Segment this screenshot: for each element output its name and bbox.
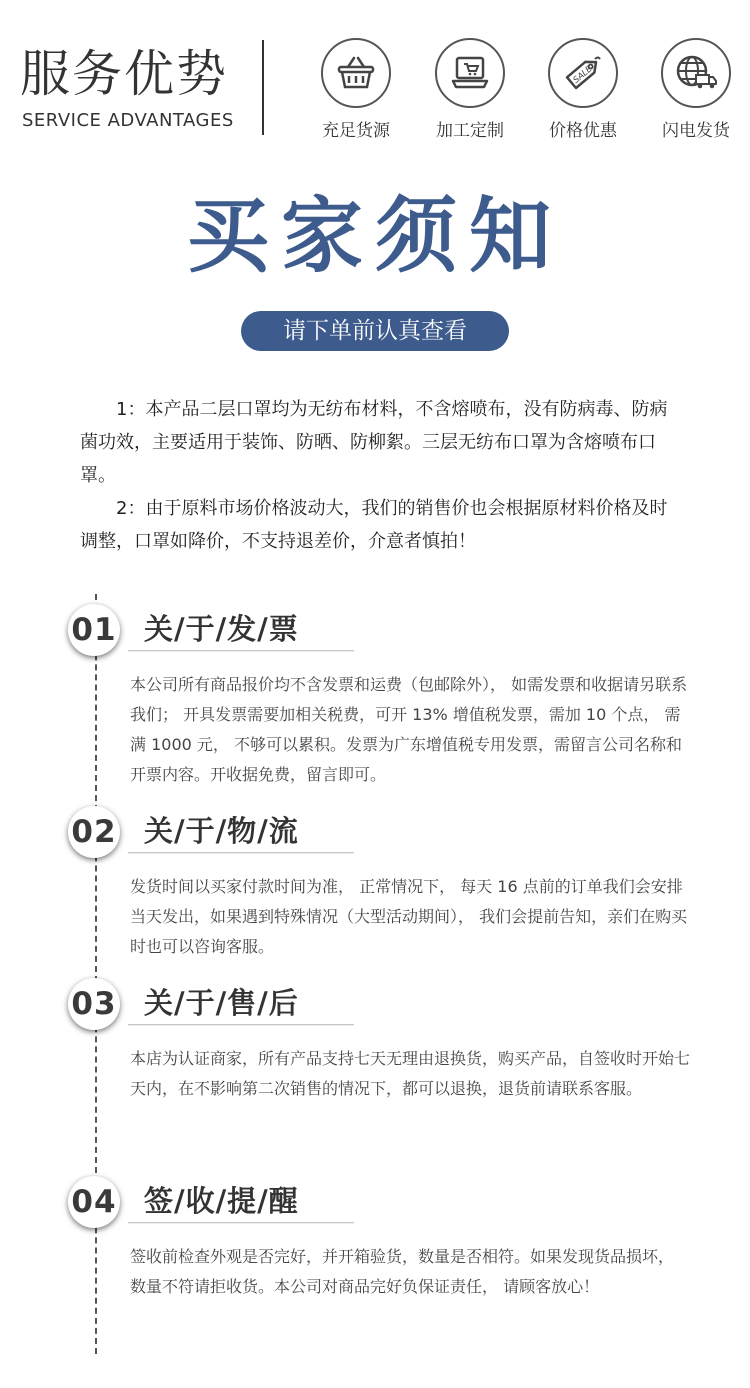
section-number: 03 [68,978,120,1030]
section-body: 本店为认证商家，所有产品支持七天无理由退换货，购买产品，自签收时开始七天内，在不影响第二次销售的情况下，都可以退换，退货前请联系客服。 [130,1049,691,1098]
feature-custom-processing [415,38,525,141]
section-title: 关/于/售/后 [144,986,299,1020]
section-number: 01 [68,604,120,656]
section-title: 关/于/发/票 [144,612,299,646]
timeline-dashed-line [95,594,97,1354]
section-body: 发货时间以买家付款时间为准， 正常情况下， 每天 16 点前的订单我们会安排当天发出，如果遇到特殊情况（大型活动期间）， 我们会提前告知，亲们在购买时也可以咨询客服。 [130,877,688,956]
section-body: 签收前检查外观是否完好，并开箱验货，数量是否相符。如果发现货品损坏， 数量不符请拒收货。本公司对商品完好负保证责任， 请顾客放心！ [130,1247,675,1296]
sale-tag-icon [548,38,618,108]
feature-label: 加工定制 [436,121,504,141]
notice-text [80,393,674,558]
service-advantages-subtitle: SERVICE ADVANTAGES [22,110,234,131]
laptop-icon [435,38,505,108]
svg-text:SALE: SALE [571,64,595,86]
globe-truck-icon [661,38,731,108]
feature-label: 价格优惠 [549,121,617,141]
feature-label: 闪电发货 [662,121,730,141]
feature-price-discount [528,38,638,141]
section-title: 签/收/提/醒 [144,1184,299,1218]
notice-paragraph: 2：由于原料市场价格波动大，我们的销售价也会根据原材料价格及时调整，口罩如降价，不支持退差价，介意者慎拍！ [80,498,668,552]
section-body: 本公司所有商品报价均不含发票和运费（包邮除外）， 如需发票和收据请另联系我们； 开具发票需要加相关税费，可开 13% 增值税发票，需加 10 个点， 需满 1000 元， 不够可以累积。发票为广东增值税专用发票，需留言公司名称和开票内容。开收据免费，留言即可。 [130,675,688,784]
read-before-order-badge: 请下单前认真查看 [241,311,509,351]
section-number: 02 [68,806,120,858]
notice-paragraph: 1：本产品二层口罩均为无纺布材料，不含熔喷布，没有防病毒、防病菌功效，主要适用于装饰、防晒、防柳絮。三层无纺布口罩为含熔喷布口罩。 [80,399,668,486]
section-number: 04 [68,1176,120,1228]
feature-label: 充足货源 [322,121,390,141]
basket-icon [321,38,391,108]
feature-fast-delivery [641,38,750,141]
header-divider [262,40,264,135]
section-title: 关/于/物/流 [144,814,299,848]
service-advantages-title: 服务优势 [20,45,228,103]
feature-sufficient-supply [301,38,411,141]
buyer-notice-title: 买家须知 [186,189,563,284]
